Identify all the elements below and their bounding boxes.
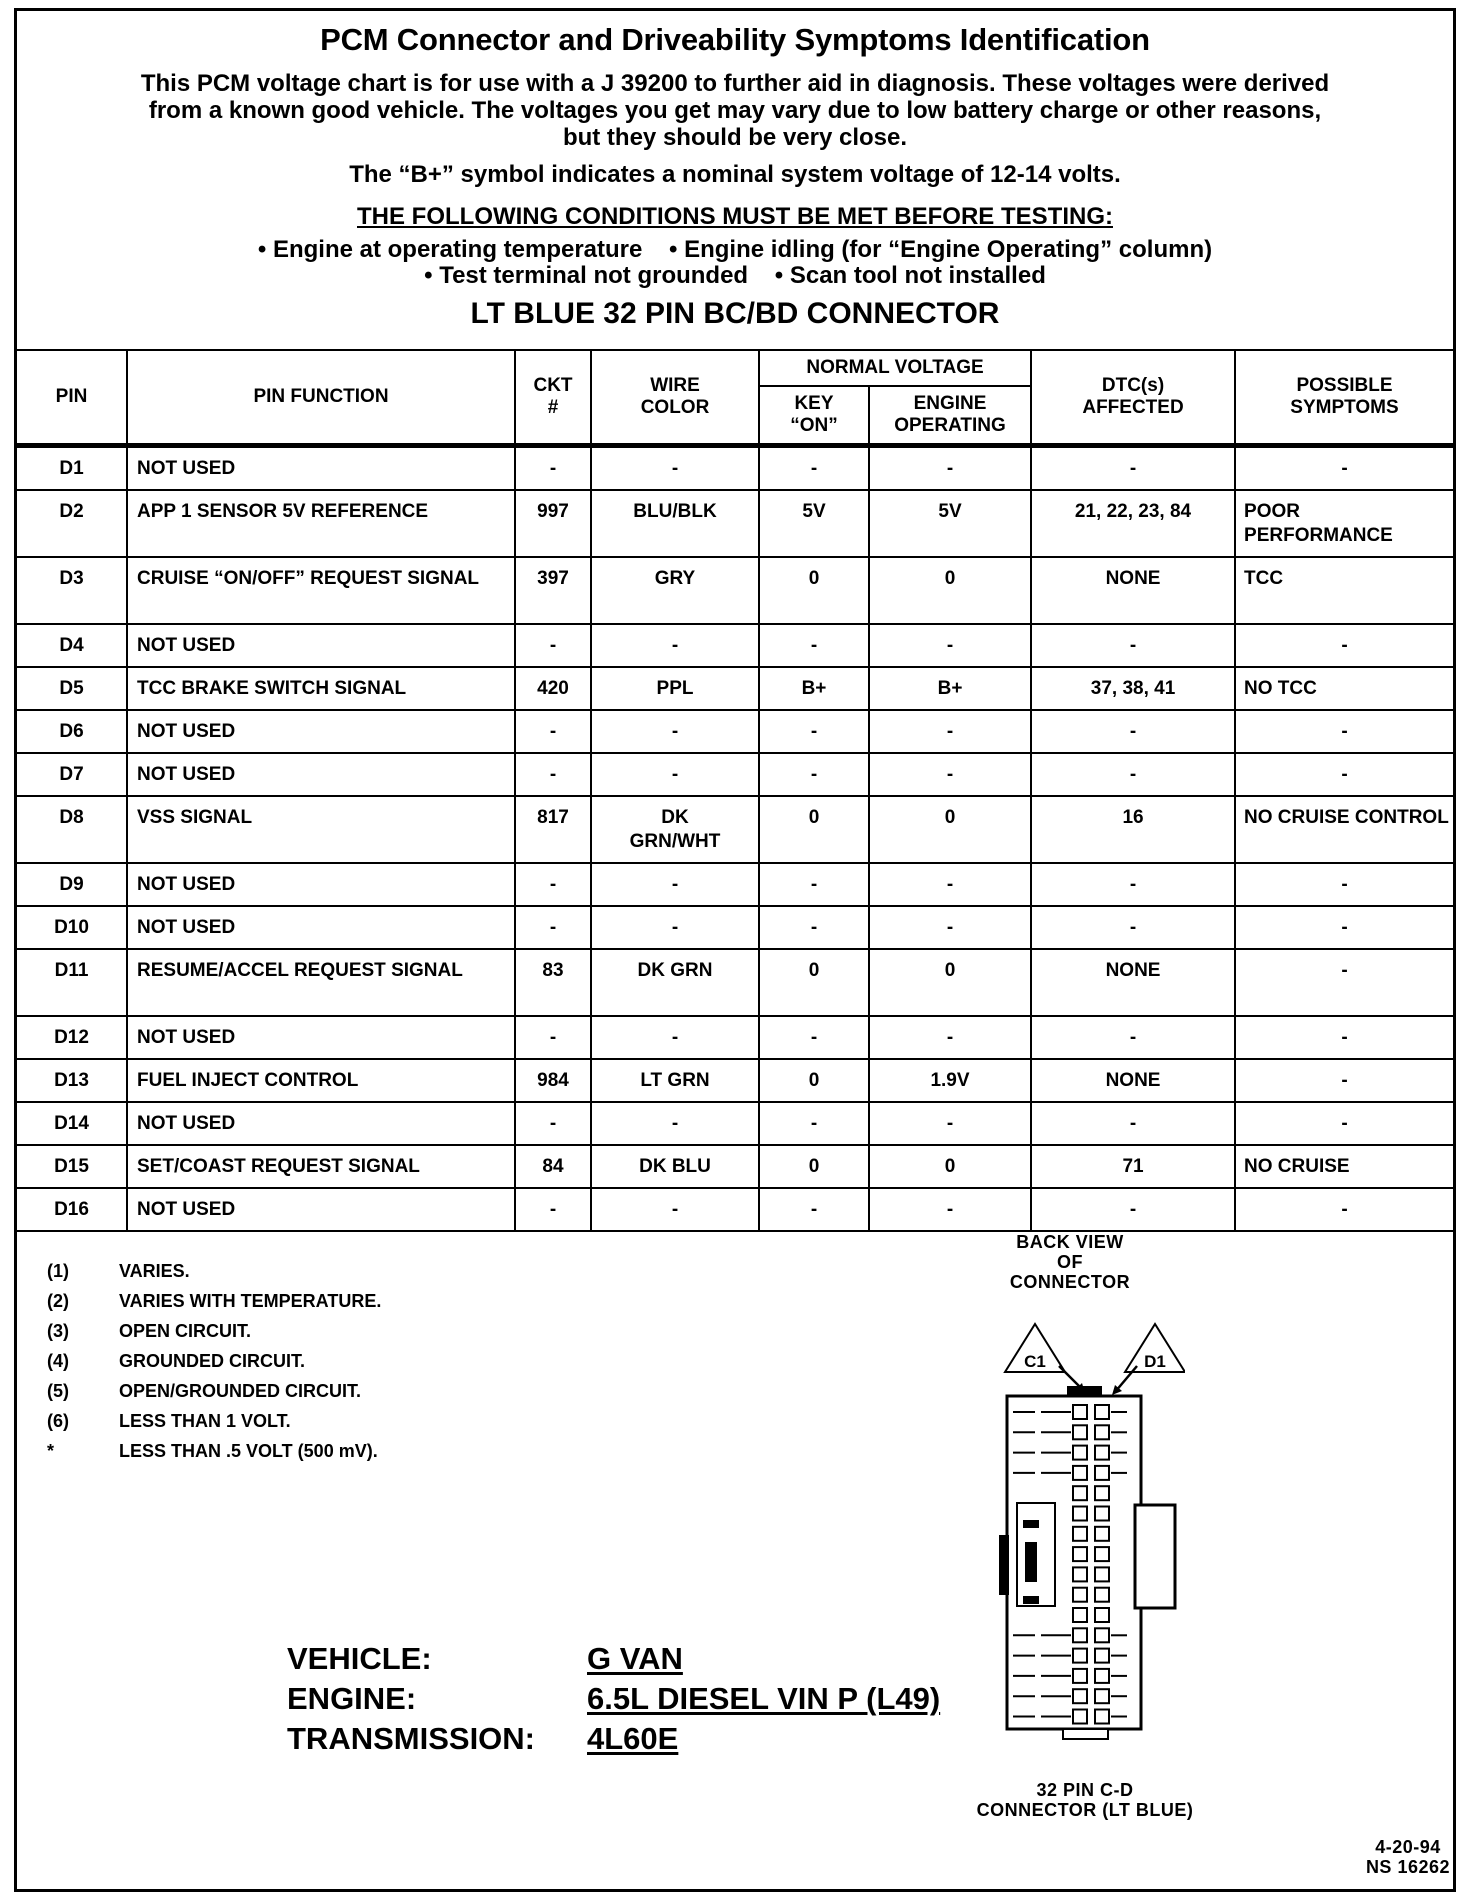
cell-dtc: - (1031, 863, 1235, 906)
header-wire-color-label: WIRE COLOR (640, 375, 710, 418)
cell-wire-color: BLU/BLK (591, 490, 759, 557)
table-row (17, 490, 1453, 557)
cell-pin-function: NOT USED (127, 624, 515, 667)
c1-marker-icon (1005, 1324, 1085, 1393)
caption-line: BACK VIEW (1016, 1232, 1124, 1252)
transmission-row (287, 1719, 940, 1759)
side-clip (999, 1535, 1009, 1595)
header-normal-voltage: NORMAL VOLTAGE (759, 350, 1031, 386)
pin-d3 (1095, 1446, 1109, 1460)
table-row (17, 1102, 1453, 1145)
cell-engine-operating: - (869, 1016, 1031, 1059)
pin-c6 (1073, 1507, 1087, 1521)
cell-pin: D7 (17, 753, 127, 796)
cell-engine-operating: - (869, 710, 1031, 753)
pin-c5 (1073, 1486, 1087, 1500)
table-row (17, 796, 1453, 863)
footnote-text: VARIES. (119, 1261, 190, 1281)
table-row (17, 863, 1453, 906)
cell-symptoms: - (1235, 753, 1453, 796)
cell-key-on: 0 (759, 796, 869, 863)
table-row (17, 667, 1453, 710)
pin-d4 (1095, 1466, 1109, 1480)
cell-pin-function: TCC BRAKE SWITCH SIGNAL (127, 667, 515, 710)
cell-dtc: 37, 38, 41 (1031, 667, 1235, 710)
footnote-key: (2) (47, 1291, 69, 1311)
cell-pin-function: NOT USED (127, 446, 515, 491)
cell-dtc: - (1031, 753, 1235, 796)
header-ckt-label: CKT # (533, 375, 573, 418)
cell-dtc: NONE (1031, 949, 1235, 1016)
cell-pin-function: RESUME/ACCEL REQUEST SIGNAL (127, 949, 515, 1016)
cell-dtc: - (1031, 446, 1235, 491)
cell-key-on: - (759, 906, 869, 949)
vehicle-row (287, 1639, 940, 1679)
cell-dtc: - (1031, 710, 1235, 753)
cell-pin: D3 (17, 557, 127, 624)
cell-symptoms: - (1235, 863, 1453, 906)
cell-wire-color: - (591, 1102, 759, 1145)
footnote-key: (1) (47, 1261, 69, 1281)
footnote-key: (4) (47, 1351, 69, 1371)
footnote-text: VARIES WITH TEMPERATURE. (119, 1291, 382, 1311)
footnote-key: (6) (47, 1411, 69, 1431)
pin-c16 (1073, 1710, 1087, 1724)
cell-key-on: - (759, 446, 869, 491)
cell-pin-function: APP 1 SENSOR 5V REFERENCE (127, 490, 515, 557)
table-row (17, 1188, 1453, 1231)
table-row (17, 949, 1453, 1016)
header-wire-color (591, 350, 759, 446)
footnote (47, 1346, 381, 1376)
cell-key-on: 0 (759, 949, 869, 1016)
header-dtc-label: DTC(s) AFFECTED (1082, 375, 1184, 418)
pin-d7 (1095, 1527, 1109, 1541)
cell-ckt: - (515, 710, 591, 753)
cell-key-on: - (759, 1016, 869, 1059)
pin-d12 (1095, 1628, 1109, 1642)
pin-d9 (1095, 1567, 1109, 1581)
cell-symptoms: - (1235, 1188, 1453, 1231)
conditions-title: THE FOLLOWING CONDITIONS MUST BE MET BEFORE TESTING: (357, 203, 1113, 230)
pin-table (17, 349, 1453, 1232)
pin-c14 (1073, 1669, 1087, 1683)
cell-dtc: - (1031, 1016, 1235, 1059)
caption-line: CONNECTOR (1009, 1272, 1131, 1292)
pin-c4 (1073, 1466, 1087, 1480)
header-symptoms (1235, 350, 1453, 446)
table-row (17, 753, 1453, 796)
cell-wire-color: DK GRN/WHT (591, 796, 759, 863)
cell-wire-color: - (591, 1016, 759, 1059)
cell-ckt: 420 (515, 667, 591, 710)
table-row (17, 1059, 1453, 1102)
cell-wire-color: - (591, 446, 759, 491)
cell-symptoms: - (1235, 710, 1453, 753)
cell-dtc: 16 (1031, 796, 1235, 863)
cell-dtc: - (1031, 1102, 1235, 1145)
page-title: PCM Connector and Driveability Symptoms Identification (320, 22, 1150, 57)
cell-key-on: - (759, 753, 869, 796)
cell-ckt: 984 (515, 1059, 591, 1102)
cell-wire-color: - (591, 1188, 759, 1231)
cell-engine-operating: 0 (869, 949, 1031, 1016)
cell-symptoms: POOR PERFORMANCE (1235, 490, 1453, 557)
connector-body (999, 1386, 1175, 1739)
cell-pin: D2 (17, 490, 127, 557)
cell-ckt: - (515, 1102, 591, 1145)
cell-ckt: - (515, 1188, 591, 1231)
caption-line: CONNECTOR (LT BLUE) (976, 1800, 1194, 1820)
intro-line: but they should be very close. (562, 124, 908, 151)
latch-mark (1025, 1542, 1037, 1582)
cell-symptoms: - (1235, 1059, 1453, 1102)
cell-pin: D5 (17, 667, 127, 710)
header-engine-operating-label: ENGINE OPERATING (894, 393, 1006, 436)
cell-pin-function: SET/COAST REQUEST SIGNAL (127, 1145, 515, 1188)
table-row (17, 446, 1453, 491)
cell-engine-operating: 0 (869, 557, 1031, 624)
condition-item: • Scan tool not installed (774, 262, 1046, 289)
pin-d11 (1095, 1608, 1109, 1622)
pin-d6 (1095, 1507, 1109, 1521)
cell-wire-color: - (591, 863, 759, 906)
cell-engine-operating: - (869, 753, 1031, 796)
pin-c2 (1073, 1425, 1087, 1439)
engine-value: 6.5L DIESEL VIN P (L49) (587, 1681, 941, 1716)
pin-d10 (1095, 1588, 1109, 1602)
pin-c8 (1073, 1547, 1087, 1561)
cell-pin: D11 (17, 949, 127, 1016)
cell-engine-operating: - (869, 1188, 1031, 1231)
cell-symptoms: - (1235, 906, 1453, 949)
cell-ckt: - (515, 446, 591, 491)
cell-pin: D9 (17, 863, 127, 906)
cell-wire-color: - (591, 753, 759, 796)
condition-item: • Engine at operating temperature (257, 236, 643, 263)
table-row (17, 710, 1453, 753)
cell-pin: D12 (17, 1016, 127, 1059)
footnotes (47, 1256, 381, 1466)
pin-c7 (1073, 1527, 1087, 1541)
pin-c1 (1073, 1405, 1087, 1419)
table-row (17, 624, 1453, 667)
cell-ckt: - (515, 1016, 591, 1059)
header-ckt (515, 350, 591, 446)
cell-dtc: - (1031, 1188, 1235, 1231)
cell-pin-function: NOT USED (127, 1188, 515, 1231)
condition-item: • Test terminal not grounded (424, 262, 749, 289)
footnote-key: (5) (47, 1381, 69, 1401)
cell-key-on: - (759, 1188, 869, 1231)
cell-wire-color: DK BLU (591, 1145, 759, 1188)
footnote (47, 1406, 381, 1436)
pin-d5 (1095, 1486, 1109, 1500)
cell-symptoms: - (1235, 949, 1453, 1016)
cell-engine-operating: 1.9V (869, 1059, 1031, 1102)
transmission-value: 4L60E (587, 1721, 679, 1756)
cell-pin-function: VSS SIGNAL (127, 796, 515, 863)
cell-pin-function: NOT USED (127, 1016, 515, 1059)
header-pin: PIN (17, 350, 127, 446)
cell-engine-operating: - (869, 863, 1031, 906)
footnote (47, 1256, 381, 1286)
document-date: 4-20-94 (1375, 1837, 1441, 1857)
cell-pin: D16 (17, 1188, 127, 1231)
cell-ckt: 84 (515, 1145, 591, 1188)
d1-label: D1 (1144, 1352, 1166, 1371)
cell-pin-function: NOT USED (127, 753, 515, 796)
cell-dtc: NONE (1031, 1059, 1235, 1102)
intro-line: This PCM voltage chart is for use with a J 39200 to further aid in diagnosis. These voltages were derived (140, 70, 1330, 97)
cell-key-on: - (759, 710, 869, 753)
pin-d14 (1095, 1669, 1109, 1683)
vehicle-value: G VAN (587, 1641, 683, 1676)
conditions-line (17, 237, 1453, 263)
cell-pin-function: NOT USED (127, 710, 515, 753)
pin-d2 (1095, 1425, 1109, 1439)
cell-pin-function: NOT USED (127, 863, 515, 906)
cell-engine-operating: 5V (869, 490, 1031, 557)
footnote (47, 1286, 381, 1316)
cell-wire-color: DK GRN (591, 949, 759, 1016)
cell-symptoms: - (1235, 446, 1453, 491)
right-lock (1135, 1505, 1175, 1608)
table-row (17, 557, 1453, 624)
cell-pin: D10 (17, 906, 127, 949)
cell-ckt: - (515, 906, 591, 949)
cell-wire-color: GRY (591, 557, 759, 624)
cell-engine-operating: - (869, 906, 1031, 949)
bottom-tab (1063, 1729, 1108, 1739)
cell-symptoms: TCC (1235, 557, 1453, 624)
cell-engine-operating: - (869, 624, 1031, 667)
cell-key-on: - (759, 1102, 869, 1145)
conditions-line (17, 263, 1453, 289)
cell-key-on: - (759, 624, 869, 667)
c1-label: C1 (1024, 1352, 1046, 1371)
footnote (47, 1376, 381, 1406)
cell-pin: D8 (17, 796, 127, 863)
pin-c13 (1073, 1649, 1087, 1663)
cell-ckt: 397 (515, 557, 591, 624)
cell-ckt: - (515, 863, 591, 906)
footnote-key: * (47, 1441, 55, 1461)
cell-ckt: 817 (515, 796, 591, 863)
cell-ckt: - (515, 753, 591, 796)
transmission-label: TRANSMISSION: (287, 1721, 535, 1756)
cell-symptoms: - (1235, 1102, 1453, 1145)
cell-symptoms: NO TCC (1235, 667, 1453, 710)
cell-pin: D4 (17, 624, 127, 667)
cell-key-on: 5V (759, 490, 869, 557)
header-key-on-label: KEY “ON” (790, 393, 838, 436)
cell-pin: D1 (17, 446, 127, 491)
footnote-text: OPEN CIRCUIT. (119, 1321, 252, 1341)
header-engine-operating (869, 386, 1031, 446)
cell-engine-operating: - (869, 1102, 1031, 1145)
footnote (47, 1316, 381, 1346)
cell-wire-color: - (591, 624, 759, 667)
cell-wire-color: - (591, 710, 759, 753)
cell-dtc: NONE (1031, 557, 1235, 624)
cell-ckt: 997 (515, 490, 591, 557)
connector-title: LT BLUE 32 PIN BC/BD CONNECTOR (470, 297, 1000, 330)
engine-label: ENGINE: (287, 1681, 417, 1716)
engine-row (287, 1679, 940, 1719)
cell-key-on: 0 (759, 1059, 869, 1102)
document-header (17, 11, 1453, 351)
connector-key (1067, 1386, 1102, 1396)
pin-c3 (1073, 1446, 1087, 1460)
latch-mark (1023, 1596, 1039, 1604)
table-row (17, 1016, 1453, 1059)
cell-wire-color: LT GRN (591, 1059, 759, 1102)
intro-line: from a known good vehicle. The voltages you get may vary due to low battery charge or other reasons, (148, 97, 1322, 124)
caption-line: 32 PIN C-D (1036, 1780, 1134, 1800)
cell-ckt: - (515, 624, 591, 667)
cell-key-on: 0 (759, 557, 869, 624)
cell-key-on: - (759, 863, 869, 906)
cell-pin-function: NOT USED (127, 906, 515, 949)
cell-wire-color: PPL (591, 667, 759, 710)
pin-c12 (1073, 1628, 1087, 1642)
cell-wire-color: - (591, 906, 759, 949)
table-row (17, 906, 1453, 949)
header-key-on (759, 386, 869, 446)
cell-pin: D15 (17, 1145, 127, 1188)
connector-diagram (985, 1320, 1185, 1770)
cell-dtc: 71 (1031, 1145, 1235, 1188)
intro-text (17, 70, 1453, 151)
cell-dtc: - (1031, 624, 1235, 667)
diagram-caption-top (960, 1232, 1180, 1292)
pin-d8 (1095, 1547, 1109, 1561)
document-page (14, 8, 1456, 1892)
cell-key-on: 0 (759, 1145, 869, 1188)
header-symptoms-label: POSSIBLE SYMPTOMS (1290, 375, 1399, 418)
pin-d13 (1095, 1649, 1109, 1663)
cell-symptoms: NO CRUISE CONTROL (1235, 796, 1453, 863)
table-row (17, 1145, 1453, 1188)
cell-symptoms: - (1235, 624, 1453, 667)
cell-pin: D13 (17, 1059, 127, 1102)
pin-d1 (1095, 1405, 1109, 1419)
diagram-caption-bottom (935, 1780, 1235, 1820)
footnote-text: LESS THAN .5 VOLT (500 mV). (119, 1441, 378, 1461)
footnote (47, 1436, 381, 1466)
pin-d16 (1095, 1710, 1109, 1724)
cell-dtc: 21, 22, 23, 84 (1031, 490, 1235, 557)
pin-c15 (1073, 1689, 1087, 1703)
footnote-text: GROUNDED CIRCUIT. (119, 1351, 306, 1371)
cell-dtc: - (1031, 906, 1235, 949)
pin-c11 (1073, 1608, 1087, 1622)
cell-key-on: B+ (759, 667, 869, 710)
cell-engine-operating: - (869, 446, 1031, 491)
header-dtc (1031, 350, 1235, 446)
pin-d15 (1095, 1689, 1109, 1703)
cell-symptoms: NO CRUISE (1235, 1145, 1453, 1188)
bplus-note: The “B+” symbol indicates a nominal system voltage of 12-14 volts. (349, 161, 1121, 188)
latch-mark (1023, 1520, 1039, 1528)
cell-pin-function: CRUISE “ON/OFF” REQUEST SIGNAL (127, 557, 515, 624)
cell-engine-operating: B+ (869, 667, 1031, 710)
condition-item: • Engine idling (for “Engine Operating” column) (669, 236, 1213, 263)
footnote-text: OPEN/GROUNDED CIRCUIT. (119, 1381, 362, 1401)
cell-engine-operating: 0 (869, 796, 1031, 863)
d1-marker-icon (1112, 1324, 1185, 1395)
document-id (1366, 1837, 1450, 1877)
footnote-text: LESS THAN 1 VOLT. (119, 1411, 291, 1431)
vehicle-info (287, 1639, 940, 1759)
cell-symptoms: - (1235, 1016, 1453, 1059)
cell-engine-operating: 0 (869, 1145, 1031, 1188)
header-pin-function: PIN FUNCTION (127, 350, 515, 446)
caption-line: OF (1057, 1252, 1083, 1272)
pin-c10 (1073, 1588, 1087, 1602)
document-number: NS 16262 (1365, 1857, 1450, 1877)
cell-pin-function: FUEL INJECT CONTROL (127, 1059, 515, 1102)
cell-pin: D14 (17, 1102, 127, 1145)
cell-pin: D6 (17, 710, 127, 753)
vehicle-label: VEHICLE: (287, 1641, 432, 1676)
footnote-key: (3) (47, 1321, 69, 1341)
cell-ckt: 83 (515, 949, 591, 1016)
pin-c9 (1073, 1567, 1087, 1581)
cell-pin-function: NOT USED (127, 1102, 515, 1145)
